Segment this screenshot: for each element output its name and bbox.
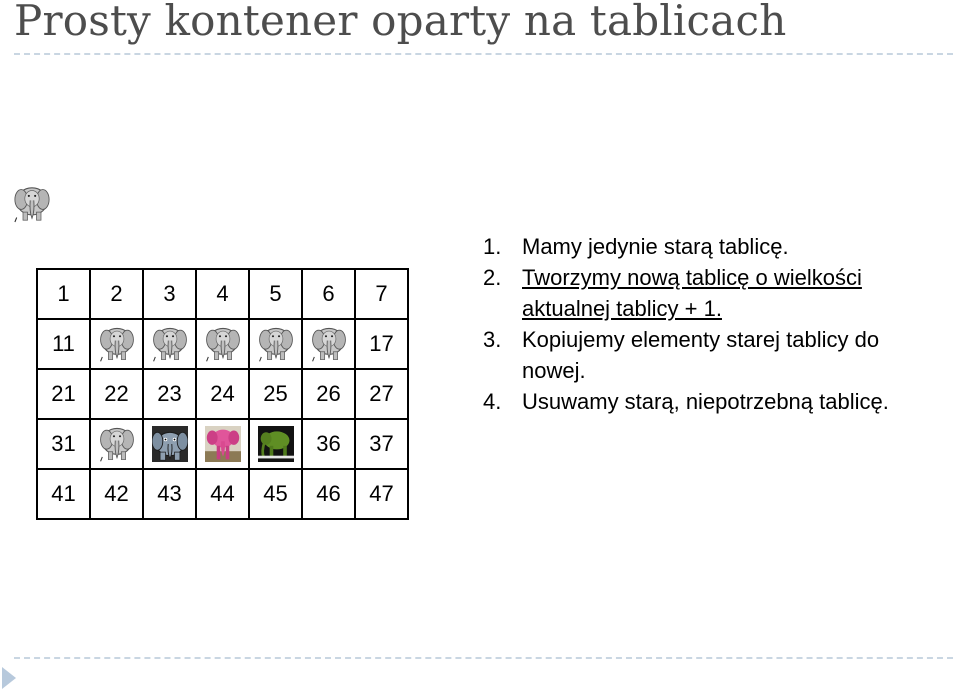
elephant-grey-icon (152, 325, 188, 363)
grid-cell: 11 (37, 319, 90, 369)
grid-cell: 4 (196, 269, 249, 319)
elephant-grey-icon (99, 325, 135, 363)
grid-cell: 5 (249, 269, 302, 319)
grid-cell (143, 419, 196, 469)
grid-cell: 7 (355, 269, 408, 319)
grid-cell: 37 (355, 419, 408, 469)
grid-cell (249, 319, 302, 369)
grid-cell: 6 (302, 269, 355, 319)
grid-cell: 31 (37, 419, 90, 469)
elephant-icon (14, 184, 50, 224)
grid-cell: 3 (143, 269, 196, 319)
step-text: Mamy jedynie starą tablicę. (522, 234, 789, 259)
grid-cell: 27 (355, 369, 408, 419)
grid-cell: 45 (249, 469, 302, 519)
grid-cell: 1 (37, 269, 90, 319)
grid-cell: 22 (90, 369, 143, 419)
array-grid (36, 268, 409, 520)
step-text: Usuwamy starą, niepotrzebną tablicę. (522, 389, 889, 414)
grid-cell: 23 (143, 369, 196, 419)
step-item: 2. Tworzymy nową tablicę o wielkości aktualnej tablicy + 1. (483, 265, 862, 321)
elephant-grey-icon (311, 325, 347, 363)
grid-cell (196, 419, 249, 469)
elephant-grey-icon (205, 325, 241, 363)
step-item: 1. Mamy jedynie starą tablicę. (483, 234, 789, 259)
elephant-pink-icon (205, 425, 241, 463)
step-text: Tworzymy nową tablicę o wielkości aktualnej tablicy + 1. (522, 265, 862, 321)
grid-row (37, 269, 408, 319)
triangle-icon (2, 667, 16, 689)
step-item: 3. Kopiujemy elementy starej tablicy do nowej. (483, 327, 880, 383)
step-text: Kopiujemy elementy starej tablicy do nowej. (522, 327, 880, 383)
grid-cell: 36 (302, 419, 355, 469)
grid-cell (249, 419, 302, 469)
grid-cell: 26 (302, 369, 355, 419)
grid-cell: 17 (355, 319, 408, 369)
footer-divider (14, 657, 953, 659)
step-item: 4. Usuwamy starą, niepotrzebną tablicę. (483, 389, 889, 414)
grid-cell (90, 419, 143, 469)
grid-cell: 46 (302, 469, 355, 519)
elephant-grey-icon (99, 425, 135, 463)
grid-row (37, 319, 408, 369)
grid-cell: 47 (355, 469, 408, 519)
elephant-grey-icon (258, 325, 294, 363)
grid-cell: 2 (90, 269, 143, 319)
grid-row (37, 469, 408, 519)
grid-cell (196, 319, 249, 369)
grid-cell (302, 319, 355, 369)
grid-cell: 41 (37, 469, 90, 519)
elephant-cartoon-icon (152, 425, 188, 463)
elephant-green-icon (258, 425, 294, 463)
steps-list (483, 231, 903, 417)
grid-cell: 42 (90, 469, 143, 519)
grid-cell (90, 319, 143, 369)
slide-title: Prosty kontener oparty na tablicach (14, 0, 787, 45)
grid-cell: 24 (196, 369, 249, 419)
grid-row (37, 419, 408, 469)
grid-row (37, 369, 408, 419)
title-divider (14, 53, 953, 55)
grid-cell: 25 (249, 369, 302, 419)
grid-cell: 44 (196, 469, 249, 519)
grid-cell (143, 319, 196, 369)
grid-cell: 43 (143, 469, 196, 519)
grid-cell: 21 (37, 369, 90, 419)
